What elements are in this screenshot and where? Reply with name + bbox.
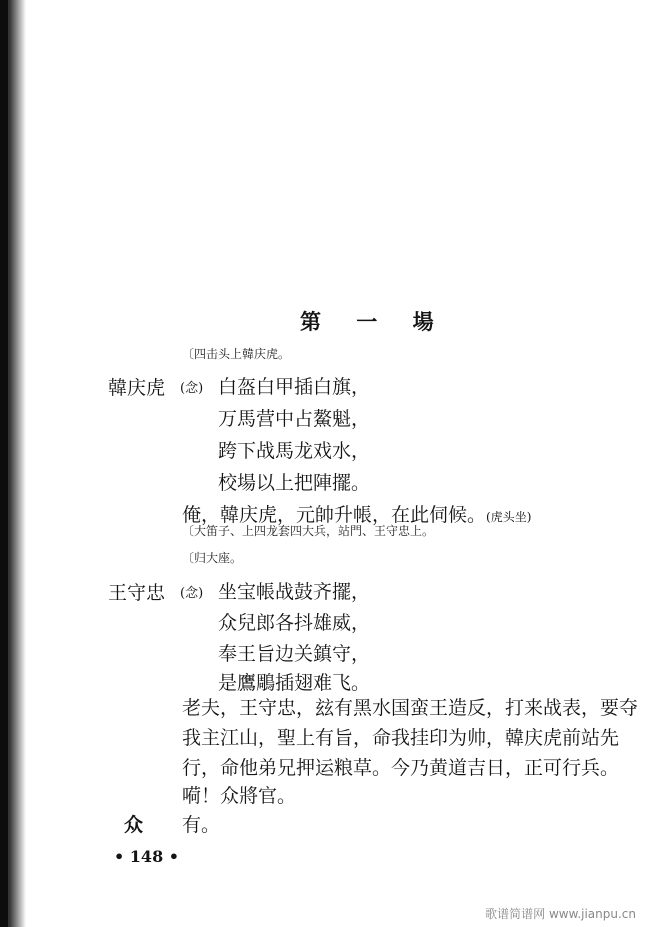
verse-line: 坐宝帳战鼓齐擺， <box>218 581 371 603</box>
stage-direction: 〔大笛子、上四龙套四大兵，站門、王守忠上。 <box>182 524 435 538</box>
speech-line: 行，命他弟兄押运粮草。今乃黄道吉日，正可行兵。 <box>182 757 620 779</box>
speaker-name: 韓庆虎 <box>108 377 166 399</box>
verse-line: 众兒郎各抖雄威， <box>218 612 371 634</box>
stage-direction: 〔四击头上韓庆虎。 <box>182 347 291 361</box>
verse-line: 跨下战馬龙戏水， <box>218 440 371 462</box>
scene-title: 第 一 場 <box>300 309 448 334</box>
speech-line: 老夫，王守忠，玆有黑水国蛮王造反，打来战表，要夺 <box>182 697 639 719</box>
speaker-name: 众 <box>124 814 144 836</box>
verse-line: 是鷹鵰插翅难飞。 <box>218 672 371 694</box>
verse-line: 校場以上把陣擺。 <box>218 472 371 494</box>
watermark: 歌谱简谱网 www.jianpu.cn <box>485 907 636 921</box>
inline-stage-direction: (虎头坐) <box>486 510 532 524</box>
recite-mark: (念) <box>180 381 204 396</box>
stage-direction: 〔归大座。 <box>182 551 243 565</box>
speech-line: 嗬！众將官。 <box>182 785 297 807</box>
speech-line: 有。 <box>182 814 221 836</box>
speech-text: 俺，韓庆虎，元帥升帳，在此伺候。 <box>182 504 487 526</box>
verse-line: 白盔白甲插白旗， <box>218 376 371 398</box>
recite-mark: (念) <box>180 586 204 601</box>
scan-page-edge <box>0 0 26 927</box>
speaker-name: 王守忠 <box>108 582 166 604</box>
verse-line: 万馬营中占鰲魁， <box>218 408 371 430</box>
page-number: • 148 • <box>114 847 179 866</box>
speech-line: 我主江山，聖上有旨，命我挂印为帅，韓庆虎前站先 <box>182 727 620 749</box>
verse-line: 奉王旨边关鎮守， <box>218 643 371 665</box>
